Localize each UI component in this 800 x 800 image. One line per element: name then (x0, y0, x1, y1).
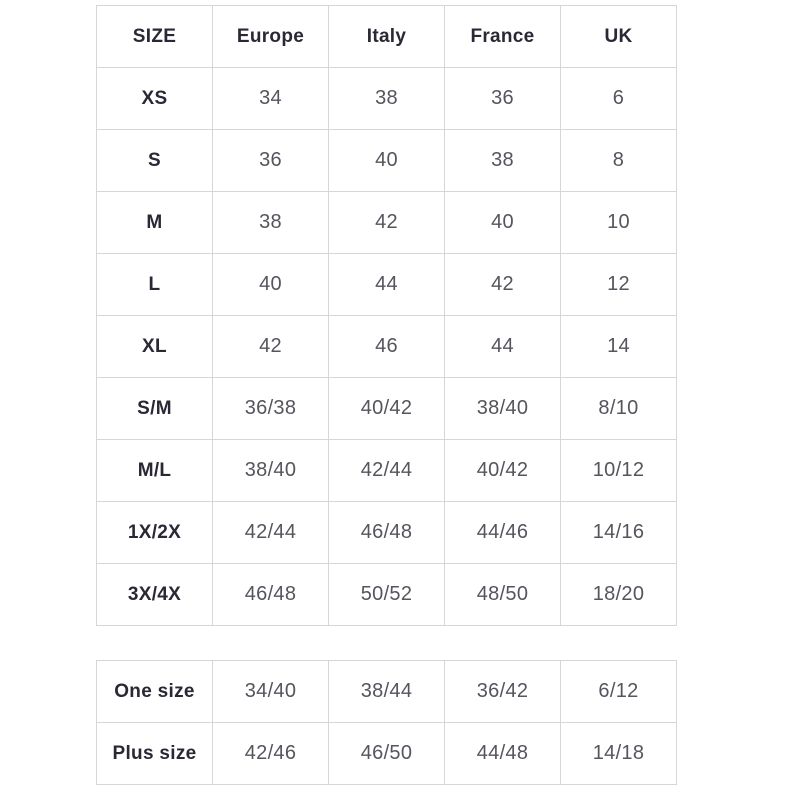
row-label: 3X/4X (97, 564, 213, 626)
size-value-cell: 14 (561, 316, 677, 378)
size-value-cell: 38 (213, 192, 329, 254)
size-value-cell: 36 (213, 130, 329, 192)
size-value-cell: 42/44 (329, 440, 445, 502)
table-row (97, 254, 677, 316)
row-label: XL (97, 316, 213, 378)
size-value-cell: 36/42 (445, 661, 561, 723)
size-value-cell: 42 (213, 316, 329, 378)
size-value-cell: 44 (329, 254, 445, 316)
size-value-cell: 34 (213, 68, 329, 130)
special-sizes-table (96, 660, 677, 785)
size-value-cell: 10/12 (561, 440, 677, 502)
size-value-cell: 34/40 (213, 661, 329, 723)
size-value-cell: 46 (329, 316, 445, 378)
size-value-cell: 42 (329, 192, 445, 254)
table-row (97, 130, 677, 192)
size-guide-page (96, 5, 677, 785)
row-label: 1X/2X (97, 502, 213, 564)
table-row (97, 502, 677, 564)
size-value-cell: 40 (213, 254, 329, 316)
table-row (97, 661, 677, 723)
size-value-cell: 50/52 (329, 564, 445, 626)
row-label: M (97, 192, 213, 254)
table-row (97, 378, 677, 440)
size-value-cell: 44 (445, 316, 561, 378)
size-value-cell: 6 (561, 68, 677, 130)
size-value-cell: 40/42 (329, 378, 445, 440)
column-header: Italy (329, 6, 445, 68)
column-header: UK (561, 6, 677, 68)
size-value-cell: 14/18 (561, 723, 677, 785)
column-header: SIZE (97, 6, 213, 68)
size-value-cell: 42/46 (213, 723, 329, 785)
table-row (97, 316, 677, 378)
size-value-cell: 36 (445, 68, 561, 130)
size-value-cell: 38 (445, 130, 561, 192)
size-value-cell: 8 (561, 130, 677, 192)
size-value-cell: 46/50 (329, 723, 445, 785)
size-value-cell: 40 (329, 130, 445, 192)
column-header: Europe (213, 6, 329, 68)
table-row (97, 564, 677, 626)
size-value-cell: 42/44 (213, 502, 329, 564)
size-value-cell: 42 (445, 254, 561, 316)
size-value-cell: 44/48 (445, 723, 561, 785)
size-value-cell: 38 (329, 68, 445, 130)
size-value-cell: 40 (445, 192, 561, 254)
size-value-cell: 38/40 (213, 440, 329, 502)
row-label: One size (97, 661, 213, 723)
size-value-cell: 14/16 (561, 502, 677, 564)
size-value-cell: 46/48 (329, 502, 445, 564)
size-value-cell: 40/42 (445, 440, 561, 502)
size-value-cell: 12 (561, 254, 677, 316)
size-value-cell: 48/50 (445, 564, 561, 626)
size-conversion-table (96, 5, 677, 626)
size-value-cell: 8/10 (561, 378, 677, 440)
size-value-cell: 38/40 (445, 378, 561, 440)
size-value-cell: 10 (561, 192, 677, 254)
size-value-cell: 44/46 (445, 502, 561, 564)
row-label: XS (97, 68, 213, 130)
size-value-cell: 38/44 (329, 661, 445, 723)
row-label: S/M (97, 378, 213, 440)
table-row (97, 68, 677, 130)
size-value-cell: 18/20 (561, 564, 677, 626)
row-label: Plus size (97, 723, 213, 785)
size-value-cell: 36/38 (213, 378, 329, 440)
header-row (97, 6, 677, 68)
table-row (97, 723, 677, 785)
size-value-cell: 6/12 (561, 661, 677, 723)
size-value-cell: 46/48 (213, 564, 329, 626)
table-row (97, 192, 677, 254)
row-label: S (97, 130, 213, 192)
column-header: France (445, 6, 561, 68)
row-label: L (97, 254, 213, 316)
table-row (97, 440, 677, 502)
row-label: M/L (97, 440, 213, 502)
